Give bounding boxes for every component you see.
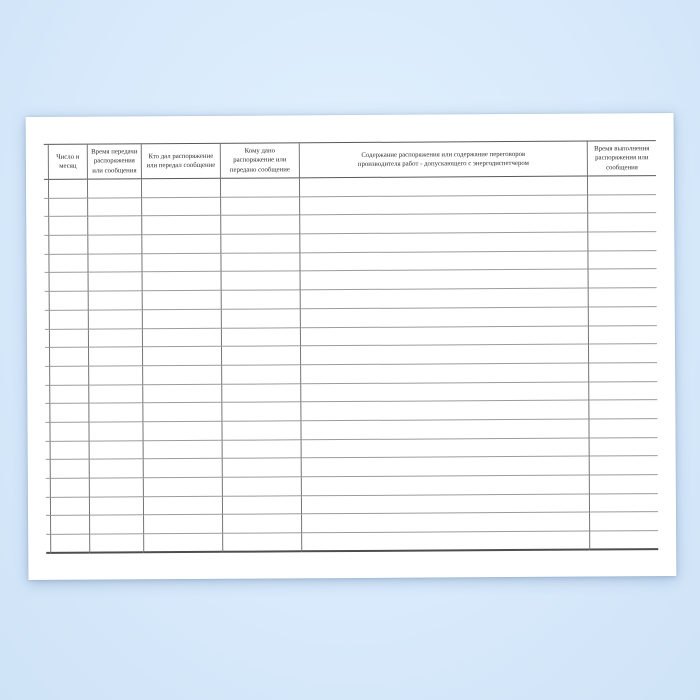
table-cell-completion-time <box>589 438 658 457</box>
table-cell-transfer-time <box>89 441 143 460</box>
table-cell-transfer-time <box>87 217 141 236</box>
table-cell-to-whom <box>222 459 301 478</box>
table-cell-completion-time <box>588 419 657 438</box>
column-header-label: Кто дал распоряжение или передал сообщение <box>146 152 216 170</box>
table-cell-to-whom <box>220 178 299 197</box>
table-cell-who-gave <box>143 534 222 553</box>
table-cell-content <box>301 438 589 458</box>
table-cell-date <box>49 366 88 385</box>
table-cell-who-gave <box>141 254 220 273</box>
table-cell-who-gave <box>143 440 222 459</box>
table-cell-content <box>300 401 588 421</box>
table-cell-content <box>301 513 589 533</box>
table-cell-date <box>50 441 89 460</box>
table-cell-to-whom <box>222 496 301 515</box>
table-cell-transfer-time <box>88 310 142 329</box>
table-cell-to-whom <box>222 533 301 552</box>
journal-table <box>44 140 658 553</box>
column-header-transfer-time <box>87 144 141 179</box>
table-cell-date <box>50 479 89 498</box>
table-cell-date <box>48 217 87 236</box>
table-cell-transfer-time <box>88 366 142 385</box>
table-cell-completion-time <box>589 456 658 475</box>
table-cell-content <box>300 289 588 309</box>
table-cell-transfer-time <box>89 460 143 479</box>
table-cell-transfer-time <box>88 422 142 441</box>
table-cell-to-whom <box>222 440 301 459</box>
table-cell-transfer-time <box>89 534 143 553</box>
table-cell-to-whom <box>221 290 300 309</box>
table-cell-date <box>49 310 88 329</box>
table-cell-completion-time <box>588 344 657 363</box>
column-header-label: Кому дано распоряжение или передано сообщение <box>229 147 290 174</box>
table-cell-who-gave <box>142 366 221 385</box>
table-cell-date <box>49 292 88 311</box>
table-cell-who-gave <box>141 235 220 254</box>
column-header-date <box>48 145 87 180</box>
column-header-content <box>299 142 587 179</box>
table-cell-date <box>49 273 88 292</box>
table-cell-date <box>50 516 89 535</box>
table-row <box>46 531 658 553</box>
table-cell-content <box>301 494 589 514</box>
table-cell-completion-time <box>588 363 657 382</box>
table-cell-who-gave <box>142 422 221 441</box>
table-cell-who-gave <box>141 216 220 235</box>
table-cell-completion-time <box>588 288 657 307</box>
table-cell-date <box>50 535 89 554</box>
column-header-label: Содержание распоряжения или содержание переговоров производителя работ - допускающего с энергодиспетчером <box>357 150 529 168</box>
table-cell-to-whom <box>221 384 300 403</box>
table-cell-content <box>300 326 588 346</box>
table-cell-date <box>49 329 88 348</box>
table-cell-to-whom <box>220 216 299 235</box>
table-cell-to-whom <box>221 365 300 384</box>
table-cell-who-gave <box>143 496 222 515</box>
table-cell-who-gave <box>143 459 222 478</box>
table-cell-to-whom <box>222 515 301 534</box>
table-cell-who-gave <box>143 515 222 534</box>
table-cell-content <box>300 363 588 383</box>
table-cell-completion-time <box>587 232 656 251</box>
table-cell-transfer-time <box>87 198 141 217</box>
table-cell-date <box>48 198 87 217</box>
table-cell-transfer-time <box>87 235 141 254</box>
table-cell-to-whom <box>221 403 300 422</box>
table-cell-to-whom <box>221 272 300 291</box>
table-cell-who-gave <box>142 347 221 366</box>
table-cell-transfer-time <box>88 273 142 292</box>
table-cell-who-gave <box>141 179 220 198</box>
table-cell-who-gave <box>141 197 220 216</box>
table-cell-to-whom <box>221 328 300 347</box>
table-cell-transfer-time <box>89 497 143 516</box>
table-cell-transfer-time <box>88 404 142 423</box>
table-cell-to-whom <box>220 234 299 253</box>
table-cell-completion-time <box>589 494 658 513</box>
table-cell-to-whom <box>221 309 300 328</box>
table-cell-content <box>300 345 588 365</box>
table-cell-transfer-time <box>89 478 143 497</box>
table-cell-to-whom <box>220 197 299 216</box>
table-cell-transfer-time <box>87 254 141 273</box>
table-cell-completion-time <box>588 270 657 289</box>
table-cell-date <box>48 180 87 199</box>
table-cell-content <box>300 307 588 327</box>
table-cell-date <box>48 236 87 255</box>
journal-page <box>26 113 677 580</box>
table-cell-transfer-time <box>88 347 142 366</box>
table-cell-to-whom <box>221 421 300 440</box>
column-header-label: Время передачи распоряжения или сообщения <box>91 148 138 175</box>
table-cell-content <box>299 177 587 197</box>
table-cell-content <box>299 214 587 234</box>
table-cell-to-whom <box>220 253 299 272</box>
table-cell-content <box>301 476 589 496</box>
table-cell-completion-time <box>587 176 656 195</box>
column-header-completion-time <box>587 141 656 176</box>
table-header-row <box>44 141 656 180</box>
table-cell-completion-time <box>589 513 658 532</box>
table-cell-content <box>300 382 588 402</box>
column-header-to-whom <box>220 143 299 178</box>
table-cell-date <box>49 385 88 404</box>
column-header-label: Число и месяц <box>56 153 80 170</box>
table-cell-date <box>49 404 88 423</box>
table-cell-date <box>50 460 89 479</box>
table-cell-content <box>300 270 588 290</box>
table-cell-completion-time <box>589 531 658 550</box>
table-cell-date <box>49 348 88 367</box>
table-cell-content <box>299 233 587 253</box>
table-cell-content <box>301 457 589 477</box>
table-cell-who-gave <box>142 272 221 291</box>
table-cell-date <box>49 423 88 442</box>
table-cell-date <box>50 497 89 516</box>
table-cell-transfer-time <box>88 291 142 310</box>
column-header-label: Время выполнения распоряжения или сообщения <box>594 145 650 172</box>
table-cell-who-gave <box>142 310 221 329</box>
table-cell-completion-time <box>587 195 656 214</box>
table-cell-transfer-time <box>88 329 142 348</box>
table-cell-content <box>299 195 587 215</box>
table-cell-who-gave <box>142 384 221 403</box>
table-cell-date <box>48 254 87 273</box>
table-cell-completion-time <box>588 400 657 419</box>
table-cell-completion-time <box>587 214 656 233</box>
table-cell-who-gave <box>142 403 221 422</box>
column-header-who-gave <box>141 144 220 179</box>
table-cell-content <box>301 532 589 552</box>
table-cell-completion-time <box>588 307 657 326</box>
table-cell-transfer-time <box>88 385 142 404</box>
table-cell-transfer-time <box>89 516 143 535</box>
table-cell-completion-time <box>588 326 657 345</box>
table-cell-transfer-time <box>87 179 141 198</box>
table-cell-who-gave <box>142 291 221 310</box>
table-cell-to-whom <box>221 346 300 365</box>
table-cell-completion-time <box>588 382 657 401</box>
table-cell-who-gave <box>143 478 222 497</box>
table-cell-completion-time <box>587 251 656 270</box>
table-cell-completion-time <box>589 475 658 494</box>
table-cell-content <box>299 251 587 271</box>
table-cell-to-whom <box>222 477 301 496</box>
table-cell-content <box>300 419 588 439</box>
table-cell-who-gave <box>142 328 221 347</box>
